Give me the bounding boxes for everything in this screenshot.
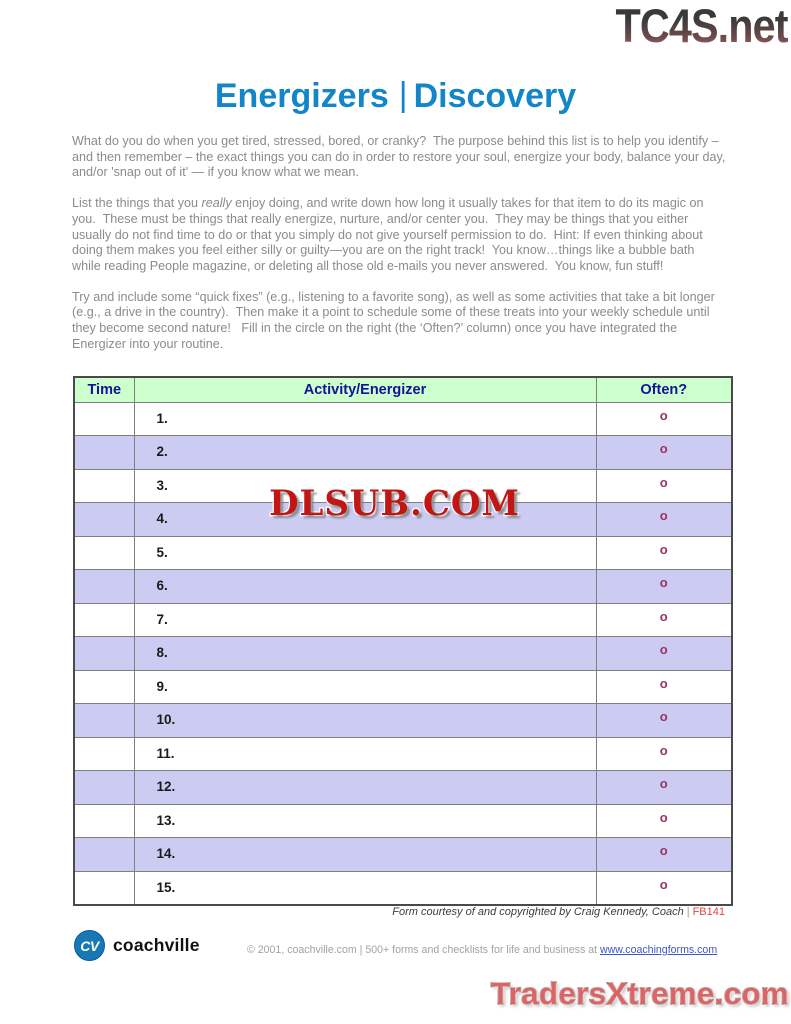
time-cell	[74, 871, 134, 905]
time-cell	[74, 737, 134, 771]
often-circle: o	[659, 608, 668, 624]
p2-after: enjoy doing, and write down how long it usually takes for that item to do its magic on you. These must be things that really energize, nurture, and/or center you. They may be things that you either usually do not find time to do or that you simply do not give yourself permission to do. Hint: If even thinking about doing them makes you feel either silly or guilty—you are on the right track! You know…things like a bubble bath while reading People magazine, or deleting all those old e-mails you never answered. You know, fun stuff!	[72, 196, 707, 273]
table-row	[74, 771, 732, 805]
row-number: 1.	[156, 410, 168, 426]
header-activity: Activity/Energizer	[134, 377, 596, 402]
table-row	[74, 670, 732, 704]
copyright-text: © 2001, coachville.com | 500+ forms and checklists for life and business at	[247, 944, 600, 956]
often-cell	[596, 704, 732, 738]
often-circle: o	[659, 843, 668, 858]
row-number: 4.	[156, 511, 168, 527]
activity-cell	[134, 670, 596, 704]
title-right: Discovery	[413, 77, 577, 115]
row-number: 5.	[156, 544, 168, 560]
time-cell	[74, 503, 134, 537]
table-row	[74, 871, 732, 905]
courtesy-separator: |	[686, 906, 690, 918]
activity-cell	[134, 603, 596, 637]
often-cell	[596, 469, 732, 503]
often-cell	[596, 838, 732, 872]
often-cell	[596, 771, 732, 805]
row-number: 10.	[156, 712, 176, 728]
cv-logo-icon	[74, 930, 105, 961]
courtesy-text: Form courtesy of and copyrighted by Craig Kennedy, Coach	[392, 906, 684, 918]
activity-cell	[134, 771, 596, 805]
time-cell	[74, 637, 134, 671]
p2-before: List the things that you	[72, 196, 202, 211]
time-cell	[74, 670, 134, 704]
table-row	[74, 536, 732, 570]
table-row	[74, 804, 732, 838]
table-row	[74, 570, 732, 604]
intro-text	[72, 134, 729, 367]
table-header-row	[74, 377, 732, 402]
often-cell	[596, 436, 732, 470]
activity-cell	[134, 838, 596, 872]
often-cell	[596, 402, 732, 436]
row-number: 6.	[156, 578, 168, 594]
watermark-tc4s: TC4S.net	[615, 0, 788, 52]
time-cell	[74, 704, 134, 738]
activity-cell	[134, 704, 596, 738]
row-number: 3.	[156, 477, 168, 493]
logo-name: coachville	[113, 935, 200, 955]
activity-cell	[134, 536, 596, 570]
table-row	[74, 637, 732, 671]
form-code: FB141	[692, 906, 725, 918]
header-often: Often?	[596, 377, 732, 402]
time-cell	[74, 771, 134, 805]
often-cell	[596, 570, 732, 604]
activity-cell	[134, 737, 596, 771]
often-cell	[596, 603, 732, 637]
title-separator: |	[398, 76, 408, 114]
often-circle: o	[659, 709, 668, 724]
row-number: 7.	[156, 611, 168, 627]
activity-cell	[134, 637, 596, 671]
often-circle: o	[659, 441, 668, 456]
often-cell	[596, 536, 732, 570]
often-cell	[596, 804, 732, 838]
time-cell	[74, 402, 134, 436]
often-cell	[596, 670, 732, 704]
activity-cell	[134, 871, 596, 905]
row-number: 14.	[156, 846, 176, 862]
copyright-line	[247, 944, 717, 956]
time-cell	[74, 469, 134, 503]
row-number: 9.	[156, 678, 168, 694]
row-number: 11.	[156, 745, 175, 761]
often-circle: o	[659, 809, 668, 825]
often-cell	[596, 737, 732, 771]
table-row	[74, 704, 732, 738]
activity-cell	[134, 570, 596, 604]
row-number: 2.	[156, 444, 168, 460]
courtesy-line	[392, 906, 725, 918]
row-number: 8.	[156, 645, 168, 661]
time-cell	[74, 838, 134, 872]
coachville-logo	[74, 930, 200, 961]
often-cell	[596, 637, 732, 671]
often-cell	[596, 871, 732, 905]
often-circle: o	[659, 675, 668, 691]
often-circle: o	[659, 508, 668, 523]
energizer-table	[73, 376, 733, 906]
row-number: 13.	[156, 812, 176, 828]
intro-paragraph-1: What do you do when you get tired, stressed, bored, or cranky? The purpose behind this list is to help you identify – and then remember – the exact things you can do in order to restore your soul, energize your body, balance your day, and/or 'snap out of it' — if you know what we mean.	[72, 134, 729, 180]
coachingforms-link[interactable]: www.coachingforms.com	[599, 944, 718, 956]
table-row	[74, 436, 732, 470]
intro-paragraph-2	[72, 196, 726, 275]
table-row	[74, 838, 732, 872]
activity-cell	[134, 804, 596, 838]
time-cell	[74, 436, 134, 470]
p2-italic-word: really	[201, 196, 232, 211]
often-circle: o	[659, 407, 668, 423]
often-circle: o	[659, 776, 668, 791]
often-circle: o	[659, 474, 668, 490]
time-cell	[74, 603, 134, 637]
often-cell	[596, 503, 732, 537]
often-circle: o	[659, 642, 668, 657]
often-circle: o	[659, 742, 668, 758]
watermark-dlsub: DLSUB.COM	[269, 483, 520, 524]
table-row	[74, 402, 732, 436]
logo-initials: CV	[80, 937, 99, 954]
activity-cell	[134, 436, 596, 470]
table-row	[74, 603, 732, 637]
time-cell	[74, 536, 134, 570]
header-time: Time	[74, 377, 134, 402]
time-cell	[74, 570, 134, 604]
often-circle: o	[659, 876, 668, 892]
activity-cell	[134, 402, 596, 436]
table-row	[74, 737, 732, 771]
page-title	[0, 76, 791, 116]
row-number: 15.	[156, 879, 176, 895]
row-number: 12.	[156, 779, 176, 795]
often-circle: o	[659, 541, 668, 557]
title-left: Energizers	[214, 77, 389, 115]
often-circle: o	[659, 575, 668, 590]
watermark-tradersxtreme: TradersXtreme.com	[491, 976, 789, 1011]
intro-paragraph-3: Try and include some “quick fixes” (e.g., listening to a favorite song), as well as some activities that take a bit longer (e.g., a drive in the country). Then make it a point to schedule some of these treats into your weekly schedule until they become second nature! Fill in the circle on the right (the ‘Often?’ column) once you have integrated the Energizer into your routine.	[72, 289, 719, 351]
time-cell	[74, 804, 134, 838]
